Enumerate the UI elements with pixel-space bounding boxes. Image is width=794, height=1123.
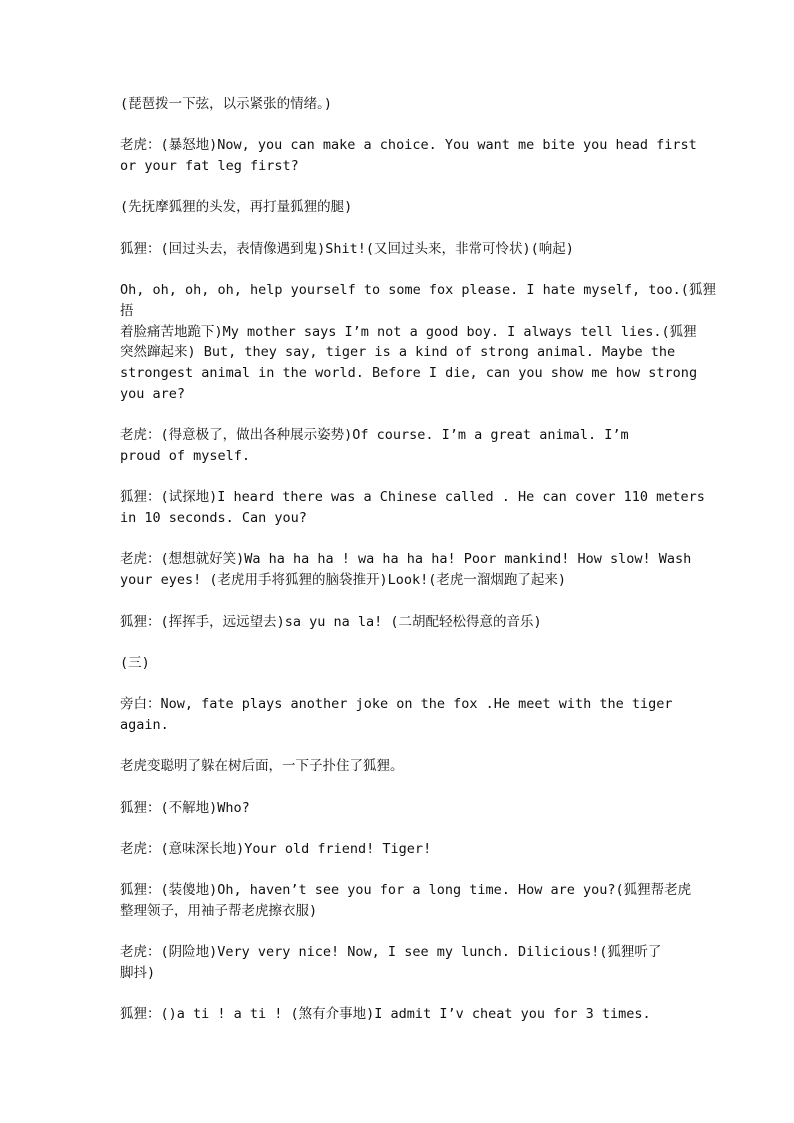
paragraph	[120, 94, 720, 115]
paragraph	[120, 653, 720, 674]
text-line: strongest animal in the world. Before I die, can you show me how strong	[120, 365, 698, 382]
text-line: (三)	[120, 654, 150, 671]
paragraph	[120, 880, 720, 922]
text-line: or your fat leg first?	[120, 158, 299, 175]
text-line: you are?	[120, 385, 186, 402]
text-line: 着脸痛苦地跪下)My mother says I’m not a good boy. I always tell lies.(狐狸	[120, 323, 697, 340]
text-line: proud of myself.	[120, 448, 251, 465]
text-line: (先抚摩狐狸的头发，再打量狐狸的腿)	[120, 199, 353, 216]
paragraph	[120, 756, 720, 777]
text-line: 突然蹿起来) But, they say, tiger is a kind of strong animal. Maybe the	[120, 344, 676, 361]
text-line: 狐狸：(挥挥手，远远望去)sa yu na la! (二胡配轻松得意的音乐)	[120, 613, 542, 630]
paragraph	[120, 425, 720, 467]
paragraph	[120, 239, 720, 260]
text-line: 老虎：(阴险地)Very very nice! Now, I see my lunch. Dilicious!(狐狸听了	[120, 944, 662, 961]
paragraph	[120, 197, 720, 218]
text-line: 旁白：Now, fate plays another joke on the fox .He meet with the tiger	[120, 696, 673, 713]
text-line: 老虎：(得意极了，做出各种展示姿势)Of course. I’m a great animal. I’m	[120, 427, 629, 444]
text-line: in 10 seconds. Can you?	[120, 510, 307, 527]
text-line: your eyes! (老虎用手将狐狸的脑袋推开)Look!(老虎一溜烟跑了起来)	[120, 572, 567, 589]
paragraph	[120, 135, 720, 177]
text-line: 狐狸：(试探地)I heard there was a Chinese called . He can cover 110 meters	[120, 489, 705, 506]
paragraph	[120, 798, 720, 819]
paragraph	[120, 549, 720, 591]
text-line: (琵琶拨一下弦，以示紧张的情绪。)	[120, 96, 333, 112]
paragraph	[120, 839, 720, 860]
text-line: 脚抖)	[120, 965, 156, 982]
text-line: again.	[120, 716, 169, 733]
text-line: 狐狸：(回过头去，表情像遇到鬼)Shit!(又回过头来，非常可怜状)(响起)	[120, 240, 574, 257]
text-line: 老虎：(想想就好笑)Wa ha ha ha ! wa ha ha ha! Poor mankind! How slow! Wash	[120, 551, 692, 568]
paragraph	[120, 942, 720, 984]
text-line: 狐狸：(不解地)Who?	[120, 799, 250, 816]
text-line: 狐狸：()a ti ! a ti ! (煞有介事地)I admit I’v cheat you for 3 times.	[120, 1006, 651, 1023]
text-line: 老虎变聪明了躲在树后面，一下子扑住了狐狸。	[120, 758, 404, 775]
paragraph	[120, 1004, 720, 1025]
paragraph	[120, 487, 720, 529]
text-line: 整理领子，用袖子帮老虎擦衣服)	[120, 902, 318, 919]
paragraph	[120, 612, 720, 633]
text-line: 老虎：(暴怒地)Now, you can make a choice. You want me bite you head first	[120, 137, 697, 154]
text-line: 老虎：(意味深长地)Your old friend! Tiger!	[120, 840, 432, 857]
document-body	[120, 94, 720, 1046]
text-line: 狐狸：(装傻地)Oh, haven’t see you for a long time. How are you?(狐狸帮老虎	[120, 882, 692, 899]
paragraph	[120, 280, 720, 405]
paragraph	[120, 694, 720, 736]
text-line: Oh, oh, oh, oh, help yourself to some fox please. I hate myself, too.(狐狸捂	[120, 281, 716, 319]
